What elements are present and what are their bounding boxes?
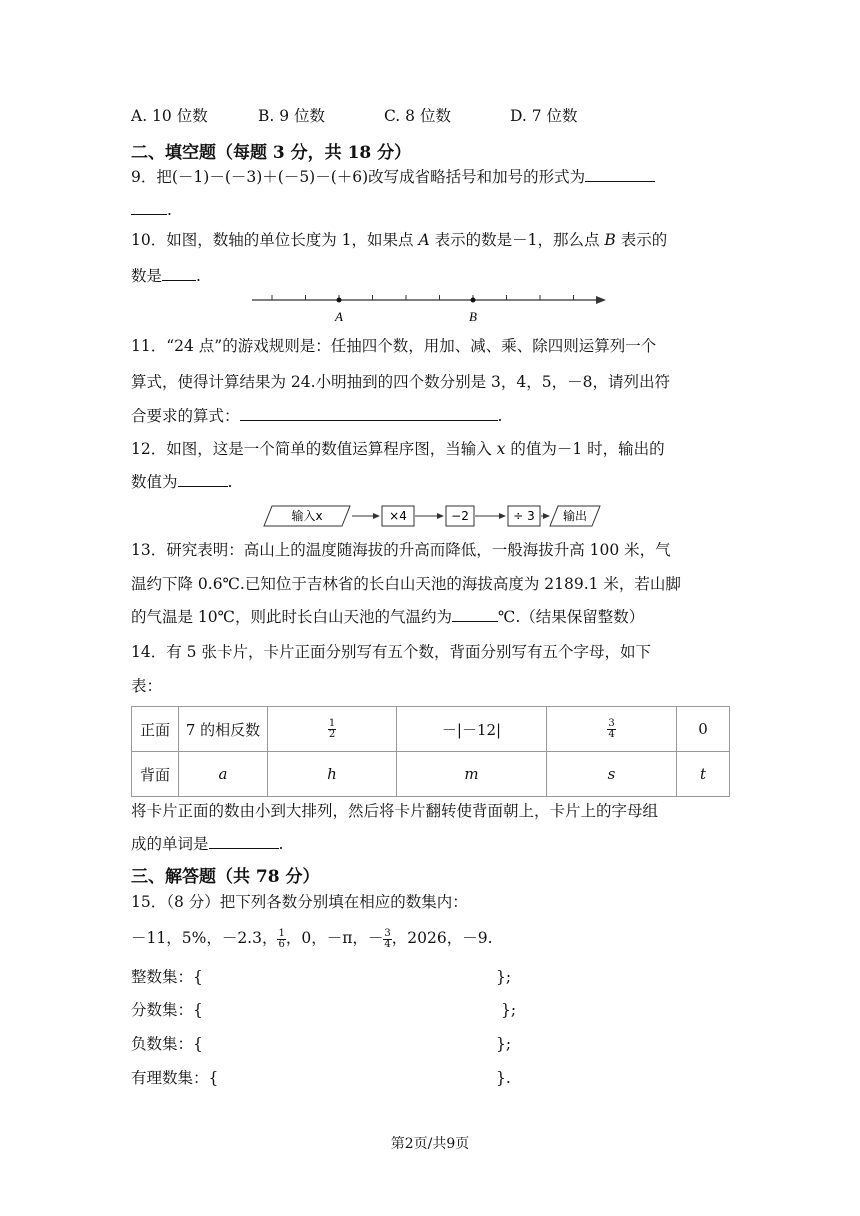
cards-table xyxy=(131,706,730,797)
q15-nums-b: ，0，－π，－ xyxy=(285,929,384,947)
q10-line2 xyxy=(131,266,201,286)
q10-blank[interactable] xyxy=(162,266,196,281)
q15-numbers xyxy=(131,928,493,950)
q13-text-b: ℃.（结果保留整数） xyxy=(498,608,645,626)
q8-option-c: C. 8 位数 xyxy=(384,107,451,125)
q8-option-d: D. 7 位数 xyxy=(510,107,578,125)
back-cell-2: h xyxy=(268,752,397,797)
q14-after2 xyxy=(131,834,283,854)
q10-text-a: 10．如图，数轴的单位长度为 1，如果点 xyxy=(131,231,419,249)
q11-text-line3: 合要求的算式： xyxy=(131,407,240,425)
point-b-dot xyxy=(471,298,476,303)
q14-after1: 将卡片正面的数由小到大排列，然后将卡片翻转使背面朝上，卡片上的字母组 xyxy=(131,802,659,820)
front-cell-3: －|－12| xyxy=(397,707,547,752)
section3-title: 三、解答题（共 78 分） xyxy=(131,867,320,887)
q12-text-b: 的值为－1 时，输出的 xyxy=(505,440,665,458)
arrow-right-icon xyxy=(373,513,380,519)
q12-line1 xyxy=(131,439,665,459)
flow-divide-label: ÷ 3 xyxy=(513,509,535,523)
arrow-right-icon xyxy=(437,513,444,519)
front-label: 正面 xyxy=(132,707,179,752)
q9-blank-cont[interactable] xyxy=(131,200,167,215)
q11-line1: 11．“24 点”的游戏规则是：任抽四个数，用加、减、乘、除四则运算列一个 xyxy=(131,337,657,355)
q11-line2: 算式，使得计算结果为 24.小明抽到的四个数分别是 3，4，5，－8，请列出符 xyxy=(131,373,670,391)
fraction-three-quarters: $\frac{3}{4}$ xyxy=(608,717,615,740)
q13-blank[interactable] xyxy=(452,607,498,622)
q12-var-x: x xyxy=(496,440,506,458)
q14-line2: 表： xyxy=(131,677,163,695)
q14-line1: 14．有 5 张卡片，卡片正面分别写有五个数，背面分别写有五个字母，如下 xyxy=(131,643,651,661)
set-integer-end: }; xyxy=(496,968,512,986)
flow-subtract-label: −2 xyxy=(451,509,469,523)
flow-multiply-label: ×4 xyxy=(389,509,407,523)
q12-text-line2: 数值为 xyxy=(131,473,178,491)
q15-nums-c: ，2026，－9. xyxy=(391,929,493,947)
q12-line2 xyxy=(131,472,232,492)
flow-diagram xyxy=(262,504,602,528)
q11-tail: . xyxy=(497,407,503,425)
q9-text: 9．把(－1)－(－3)＋(－5)－(＋6)改写成省略括号和加号的形式为 xyxy=(131,168,586,186)
set-rational-end: }. xyxy=(496,1069,511,1087)
front-cell-5: 0 xyxy=(677,707,730,752)
set-negative-label: 负数集：{ xyxy=(131,1035,203,1053)
number-line-figure xyxy=(248,288,612,328)
q13-line1: 13．研究表明：高山上的温度随海拔的升高而降低，一般海拔升高 100 米，气 xyxy=(131,541,671,559)
back-cell-4: s xyxy=(547,752,677,797)
back-cell-1: a xyxy=(179,752,268,797)
point-a-label: A xyxy=(335,309,343,324)
q8-option-b: B. 9 位数 xyxy=(258,107,326,125)
q10-text-c: 表示的 xyxy=(615,231,668,249)
front-cell-2 xyxy=(268,707,397,752)
q10-line1 xyxy=(131,230,667,250)
fraction-three-quarters-neg: $\frac{3}{4}$ xyxy=(384,927,391,950)
front-cell-1: 7 的相反数 xyxy=(179,707,268,752)
q15-line1: 15．（8 分）把下列各数分别填在相应的数集内： xyxy=(131,893,468,911)
front-cell-4 xyxy=(547,707,677,752)
point-b-label: B xyxy=(469,309,477,324)
q12-text-a: 12．如图，这是一个简单的数值运算程序图，当输入 xyxy=(131,440,497,458)
flow-input-label: 输入x xyxy=(291,509,323,523)
section2-title: 二、填空题（每题 3 分，共 18 分） xyxy=(131,143,412,163)
back-cell-3: m xyxy=(397,752,547,797)
set-negative-end: }; xyxy=(496,1035,512,1053)
q9-line1 xyxy=(131,167,655,187)
q15-nums-a: －11，5%，－2.3， xyxy=(131,929,278,947)
table-row-back xyxy=(132,752,730,797)
table-row-front xyxy=(132,707,730,752)
set-rational-label: 有理数集：{ xyxy=(131,1069,219,1087)
q10-var-b: B xyxy=(604,231,616,249)
fraction-one-sixth: $\frac{1}{6}$ xyxy=(278,927,285,950)
arrow-right-icon xyxy=(543,513,550,519)
q12-tail: . xyxy=(227,473,233,491)
q11-blank[interactable] xyxy=(240,406,498,421)
q10-var-a: A xyxy=(418,231,430,249)
set-fraction-label: 分数集：{ xyxy=(131,1001,203,1019)
q10-text-b: 表示的数是－1，那么点 xyxy=(429,231,605,249)
q14-tail: . xyxy=(278,835,284,853)
number-line-arrow-icon xyxy=(596,296,606,304)
q11-line3 xyxy=(131,406,502,426)
set-fraction-end: }; xyxy=(501,1001,517,1019)
fraction-one-half: $\frac{1}{2}$ xyxy=(328,717,336,740)
q9-tail: . xyxy=(167,201,172,219)
q9-blank[interactable] xyxy=(585,167,655,182)
page-footer: 第2页/共9页 xyxy=(390,1136,470,1152)
set-integer-label: 整数集：{ xyxy=(131,968,203,986)
q13-text-a: 的气温是 10℃，则此时长白山天池的气温约为 xyxy=(131,608,452,626)
flow-output-label: 输出 xyxy=(562,509,588,523)
q12-blank[interactable] xyxy=(178,472,228,487)
q14-text-after2: 成的单词是 xyxy=(131,835,209,853)
point-a-dot xyxy=(337,298,342,303)
q10-tail: . xyxy=(196,267,201,285)
q14-blank[interactable] xyxy=(209,834,279,849)
back-cell-5: t xyxy=(677,752,730,797)
number-line-ticks xyxy=(272,295,574,300)
q10-text-line2: 数是 xyxy=(131,267,163,285)
q13-line2: 温约下降 0.6℃.已知位于吉林省的长白山天池的海拔高度为 2189.1 米，若山脚 xyxy=(131,575,681,593)
q8-option-a: A. 10 位数 xyxy=(131,107,208,125)
arrow-right-icon xyxy=(499,513,506,519)
back-label: 背面 xyxy=(132,752,179,797)
q13-line3 xyxy=(131,607,644,627)
q9-line2 xyxy=(131,200,172,220)
